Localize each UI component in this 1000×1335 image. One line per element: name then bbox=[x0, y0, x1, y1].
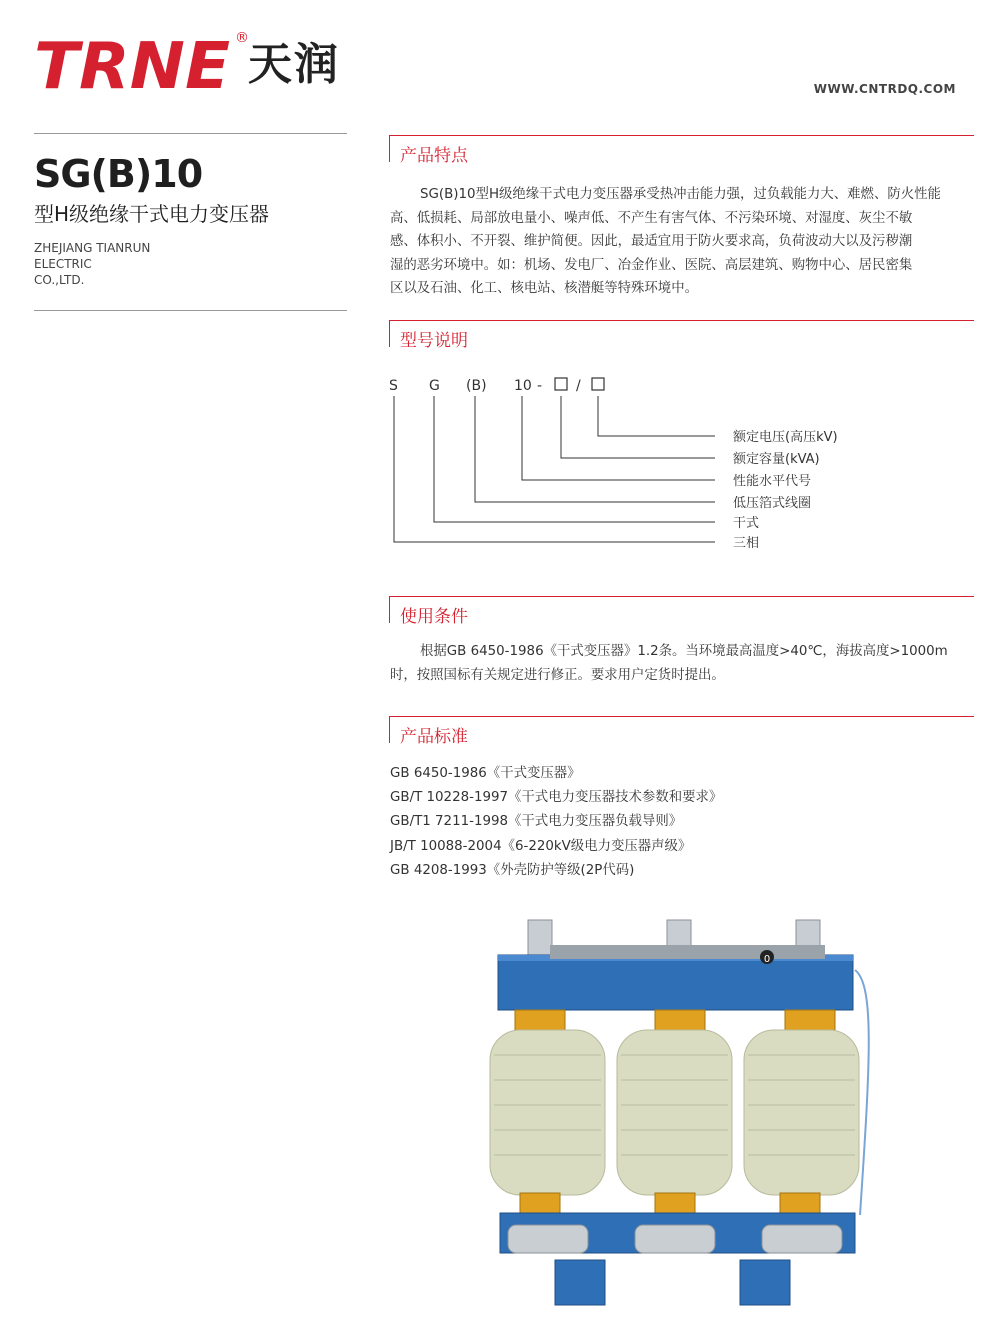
model-subtitle: 型H级绝缘干式电力变压器 bbox=[34, 202, 270, 226]
leader-dry bbox=[434, 396, 715, 522]
transformer-photo bbox=[470, 915, 890, 1320]
section-title: 使用条件 bbox=[400, 607, 468, 627]
label-dry-type: 干式 bbox=[733, 516, 760, 531]
base-rail bbox=[555, 1260, 605, 1305]
insulator bbox=[520, 1193, 560, 1213]
code-s: S bbox=[389, 378, 398, 394]
model-code-diagram bbox=[385, 370, 865, 560]
section-header-bar bbox=[389, 717, 390, 743]
coils bbox=[490, 1030, 859, 1195]
label-capacity: 额定容量(kVA) bbox=[733, 452, 820, 467]
label-foil-coil: 低压箔式线圈 bbox=[733, 496, 812, 511]
insulator bbox=[785, 1010, 835, 1032]
conditions-line: 时，按照国标有关规定进行修正。要求用户定货时提出。 bbox=[390, 667, 725, 683]
label-performance: 性能水平代号 bbox=[733, 474, 812, 489]
standard-item: JB/T 10088-2004《6-220kV级电力变压器声级》 bbox=[390, 838, 692, 854]
section-header-conditions bbox=[389, 596, 974, 627]
features-line: 湿的恶劣环境中。如：机场、发电厂、冶金作业、医院、高层建筑、购物中心、居民密集 bbox=[390, 257, 913, 273]
label-three-phase: 三相 bbox=[733, 536, 760, 551]
insulator bbox=[655, 1010, 705, 1032]
insulator bbox=[515, 1010, 565, 1032]
features-line: 区以及石油、化工、核电站、核潜艇等特殊环境中。 bbox=[390, 281, 698, 297]
company-line: ELECTRIC bbox=[34, 257, 92, 271]
standard-item: GB/T 10228-1997《干式电力变压器技术参数和要求》 bbox=[390, 790, 723, 806]
top-busbar bbox=[550, 945, 825, 959]
trne-logo bbox=[34, 30, 234, 100]
section-title: 型号说明 bbox=[400, 331, 468, 351]
standards-list bbox=[390, 762, 722, 883]
section-title: 产品特点 bbox=[400, 146, 468, 166]
section-header-model bbox=[389, 320, 974, 351]
company-line: ZHEJIANG TIANRUN bbox=[34, 241, 151, 255]
model-title: SG(B)10 bbox=[34, 152, 203, 196]
leader-foil bbox=[475, 396, 715, 502]
code-slash: / bbox=[576, 378, 581, 394]
website-url: WWW.CNTRDQ.COM bbox=[813, 82, 956, 96]
section-title: 产品标准 bbox=[400, 727, 468, 747]
code-b: (B) bbox=[466, 378, 487, 394]
logo-text: TRNE bbox=[34, 30, 230, 100]
company-name bbox=[34, 240, 150, 288]
code-dash: - bbox=[537, 378, 543, 394]
section-header-standards bbox=[389, 716, 974, 747]
base-rail bbox=[740, 1260, 790, 1305]
features-line: SG(B)10型H级绝缘干式电力变压器承受热冲击能力强，过负载能力大、难燃、防火性能 bbox=[420, 187, 941, 202]
code-10: 10 bbox=[514, 378, 532, 394]
features-line: 感、体积小、不开裂、维护简便。因此，最适宜用于防火要求高，负荷波动大以及污秽潮 bbox=[390, 234, 913, 250]
features-paragraph bbox=[390, 183, 975, 301]
code-box-capacity bbox=[555, 378, 567, 390]
upper-clamp-frame bbox=[498, 955, 853, 1010]
fan bbox=[508, 1225, 588, 1253]
insulator bbox=[655, 1193, 695, 1213]
insulator bbox=[780, 1193, 820, 1213]
leader-voltage bbox=[598, 396, 715, 436]
label-voltage: 额定电压(高压kV) bbox=[733, 430, 838, 445]
section-header-bar bbox=[389, 321, 390, 347]
leader-capacity bbox=[561, 396, 715, 458]
standard-item: GB 4208-1993《外壳防护等级(2P代码) bbox=[390, 862, 635, 878]
section-header-features bbox=[389, 135, 974, 166]
features-line: 高、低损耗、局部放电量小、噪声低、不产生有害气体、不污染环境、对湿度、灰尘不敏 bbox=[390, 210, 913, 226]
fan bbox=[635, 1225, 715, 1253]
code-g: G bbox=[429, 378, 440, 394]
standard-item: GB/T1 7211-1998《干式电力变压器负载导则》 bbox=[390, 814, 683, 830]
registered-mark: ® bbox=[235, 30, 249, 46]
left-bottom-rule bbox=[34, 310, 347, 311]
conditions-line: 根据GB 6450-1986《干式变压器》1.2条。当环境最高温度>40℃，海拔高度>1000m bbox=[420, 644, 948, 659]
brand-name-cn: 天润 bbox=[248, 39, 340, 90]
leader-performance bbox=[522, 396, 715, 480]
code-box-voltage bbox=[592, 378, 604, 390]
section-header-bar bbox=[389, 597, 390, 623]
conditions-paragraph bbox=[390, 640, 975, 687]
company-line: CO.,LTD. bbox=[34, 273, 85, 287]
nameplate-mark: 0 bbox=[763, 954, 771, 965]
leader-three-phase bbox=[394, 396, 715, 542]
standard-item: GB 6450-1986《干式变压器》 bbox=[390, 766, 581, 781]
fan bbox=[762, 1225, 842, 1253]
left-top-rule bbox=[34, 133, 347, 134]
section-header-bar bbox=[389, 136, 390, 162]
